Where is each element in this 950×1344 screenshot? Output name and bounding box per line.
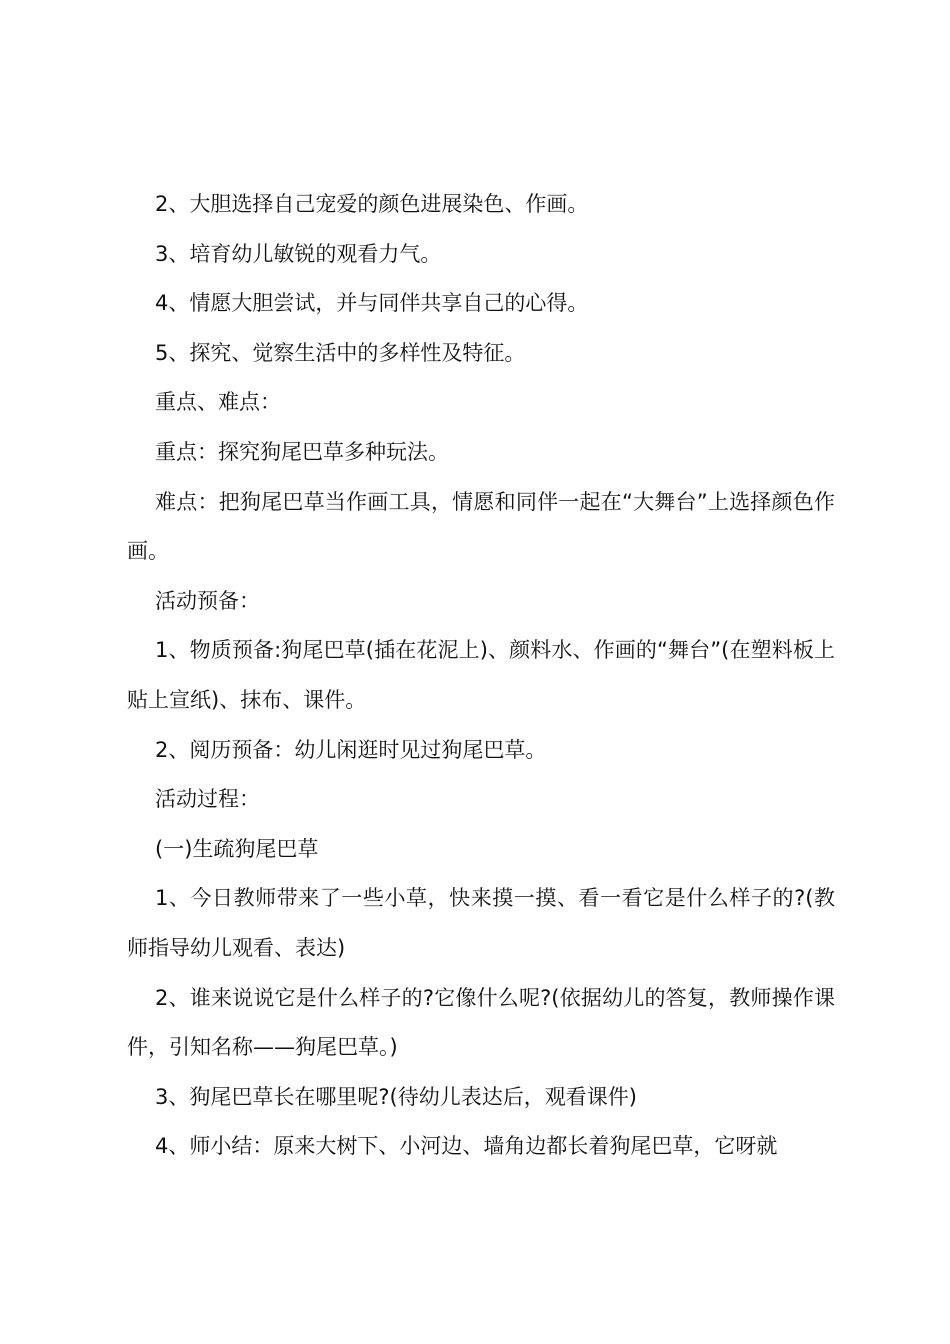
- paragraph-goal-3: 3、培育幼儿敏锐的观看力气。: [155, 241, 442, 266]
- heading-activity-preparation: 活动预备：: [155, 588, 260, 613]
- paragraph-experience-preparation: 2、阅历预备：幼儿闲逛时见过狗尾巴草。: [155, 737, 547, 762]
- heading-activity-process: 活动过程：: [155, 787, 260, 812]
- paragraph-key-point: 重点：探究狗尾巴草多种玩法。: [155, 439, 449, 464]
- paragraph-step-4: 4、师小结：原来大树下、小河边、墙角边都长着狗尾巴草，它呀就: [155, 1134, 778, 1159]
- heading-key-difficult-points: 重点、难点：: [155, 390, 281, 415]
- paragraph-difficult-point: 难点：把狗尾巴草当作画工具，情愿和同伴一起在“大舞台”上选择颜色作画。: [127, 489, 835, 564]
- paragraph-step-2: 2、谁来说说它是什么样子的?它像什么呢?(依据幼儿的答复，教师操作课件，引知名称——狗尾巴草。): [127, 985, 835, 1060]
- document-body: [127, 180, 835, 1172]
- paragraph-goal-5: 5、探究、觉察生活中的多样性及特征。: [155, 340, 526, 365]
- paragraph-material-preparation: 1、物质预备:狗尾巴草(插在花泥上)、颜料水、作画的“舞台”(在塑料板上贴上宣纸)、抹布、课件。: [127, 638, 835, 712]
- paragraph-step-1: 1、今日教师带来了一些小草，快来摸一摸、看一看它是什么样子的?(教师指导幼儿观看、表达): [127, 886, 835, 960]
- paragraph-step-3: 3、狗尾巴草长在哪里呢?(待幼儿表达后，观看课件): [155, 1084, 637, 1109]
- paragraph-goal-4: 4、情愿大胆尝试，并与同伴共享自己的心得。: [155, 291, 589, 316]
- heading-section-one: (一)生疏狗尾巴草: [155, 836, 319, 861]
- paragraph-goal-2: 2、大胆选择自己宠爱的颜色进展染色、作画。: [155, 192, 589, 216]
